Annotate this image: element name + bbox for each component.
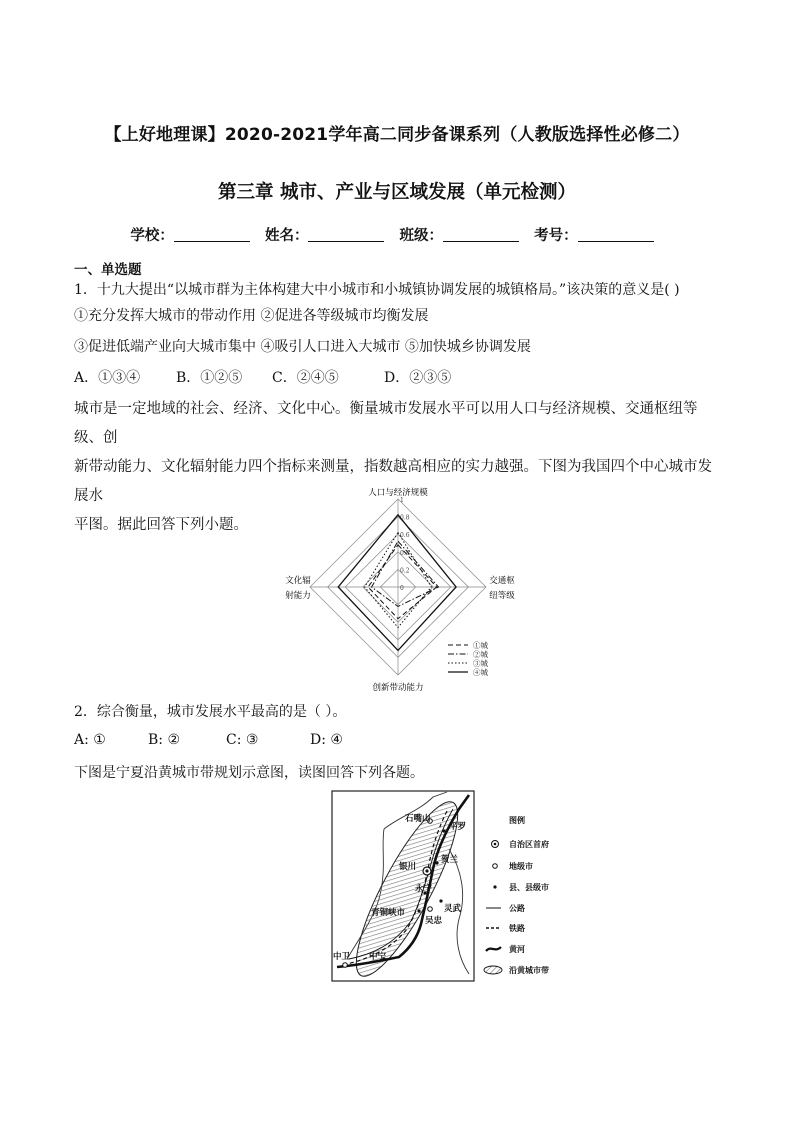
chapter-title: 第三章 城市、产业与区域发展（单元检测） xyxy=(218,182,576,203)
class-blank[interactable] xyxy=(443,227,519,242)
q2-options xyxy=(74,732,343,748)
label-lingwu: 灵武 xyxy=(444,904,462,914)
legend-title: 图例 xyxy=(509,815,525,825)
passage-1-line-1: 城市是一定地域的社会、经济、文化中心。衡量城市发展水平可以用人口与经济规模、交通枢纽等级、创 xyxy=(74,401,698,446)
label-qingtongxia: 青铜峡市 xyxy=(371,908,406,918)
ningxia-map xyxy=(329,789,579,989)
axis-label-right-1: 交通枢 xyxy=(489,576,515,586)
legend-item-capital: 自治区首府 xyxy=(509,839,549,849)
axis-label-left-1: 文化辐 xyxy=(285,576,311,586)
school-label: 学校： xyxy=(130,228,174,244)
legend-label-4: ④城 xyxy=(473,668,488,677)
q2-option-c[interactable]: C: ③ xyxy=(226,732,259,748)
passage-1-line-3: 平图。据此回答下列小题。 xyxy=(74,517,248,533)
q1-option-d[interactable]: D．②③⑤ xyxy=(384,370,452,386)
class-label: 班级： xyxy=(399,228,444,244)
legend-county-icon xyxy=(493,885,496,888)
capital-marker-dot xyxy=(425,869,428,872)
radar-tick-label: 0.4 xyxy=(400,549,410,557)
q1-statements-1: ①充分发挥大城市的带动作用 ②促进各等级城市均衡发展 xyxy=(74,308,429,324)
legend-item-county: 县、县级市 xyxy=(509,882,549,892)
label-shizuishan: 石嘴山 xyxy=(405,814,431,824)
axis-label-right-2: 纽等级 xyxy=(489,591,515,601)
label-zhongwei: 中卫 xyxy=(333,952,351,962)
label-yinchuan: 银川 xyxy=(399,862,417,872)
legend-item-prefecture: 地级市 xyxy=(509,861,533,871)
county-marker xyxy=(442,829,445,832)
city-marker xyxy=(428,907,433,912)
legend-label-1: ①城 xyxy=(473,641,488,650)
q1-option-b[interactable]: B．①②⑤ xyxy=(176,370,243,386)
q1-options xyxy=(74,367,451,387)
label-pingluo: 平罗 xyxy=(449,822,467,832)
county-marker xyxy=(439,899,442,902)
legend-item-river: 黄河 xyxy=(509,944,525,954)
label-wuzhong: 吴忠 xyxy=(425,916,443,926)
legend-label-3: ③城 xyxy=(473,659,488,668)
city-marker xyxy=(343,963,348,968)
q1-stem: 1．十九大提出“以城市群为主体构建大中小城市和小城镇协调发展的城镇格局。”该决策的意义是( ) xyxy=(74,282,680,298)
passage-1-line-2: 新带动能力、文化辐射能力四个指标来测量，指数越高相应的实力越强。下图为我国四个中心城市发展水 xyxy=(74,459,712,504)
legend-item-belt: 沿黄城市带 xyxy=(509,965,549,975)
q1-option-c[interactable]: C．②④⑤ xyxy=(272,370,339,386)
q2-option-b[interactable]: B: ② xyxy=(148,732,181,748)
name-label: 姓名： xyxy=(264,228,309,244)
name-blank[interactable] xyxy=(308,227,384,242)
q1-statements-2: ③促进低端产业向大城市集中 ④吸引人口进入大城市 ⑤加快城乡协调发展 xyxy=(74,339,531,355)
exam-no-blank[interactable] xyxy=(578,227,654,242)
label-yongning: 永宁 xyxy=(415,884,433,894)
county-marker xyxy=(417,909,420,912)
label-helan: 贺兰 xyxy=(441,855,459,865)
series-title: 【上好地理课】2020-2021学年高二同步备课系列（人教版选择性必修二） xyxy=(104,125,690,145)
axis-label-bottom: 创新带动能力 xyxy=(372,683,424,693)
axis-label-top: 人口与经济规模 xyxy=(368,488,428,498)
map-legend xyxy=(484,815,549,975)
legend-label-2: ②城 xyxy=(473,650,488,659)
radar-tick-label: 1 xyxy=(400,497,404,504)
legend-item-highway: 公路 xyxy=(509,903,525,913)
q2-option-d[interactable]: D: ④ xyxy=(310,732,343,748)
exam-no-label: 考号： xyxy=(534,228,578,244)
county-marker xyxy=(435,861,438,864)
passage-2: 下图是宁夏沿黄城市带规划示意图，读图回答下列各题。 xyxy=(74,765,424,781)
legend-river-icon xyxy=(486,947,501,951)
label-zhongning: 中宁 xyxy=(369,952,387,962)
student-info-line xyxy=(0,224,794,245)
section-title: 一、单选题 xyxy=(74,262,142,278)
q2-stem: 2．综合衡量，城市发展水平最高的是（ ）。 xyxy=(74,704,347,720)
legend-item-railway: 铁路 xyxy=(509,923,525,933)
radar-tick-label: 0.6 xyxy=(400,532,410,540)
school-blank[interactable] xyxy=(174,227,250,242)
legend-prefecture-icon xyxy=(493,864,498,869)
radar-tick-label: 0 xyxy=(400,585,404,592)
radar-chart xyxy=(270,480,530,695)
q1-option-a[interactable]: A．①③④ xyxy=(74,370,141,386)
legend-belt-icon xyxy=(484,966,502,974)
radar-tick-label: 0.8 xyxy=(400,514,410,522)
radar-tick-label: 0.2 xyxy=(400,567,410,575)
axis-label-left-2: 射能力 xyxy=(285,591,311,601)
q2-option-a[interactable]: A: ① xyxy=(74,732,106,748)
